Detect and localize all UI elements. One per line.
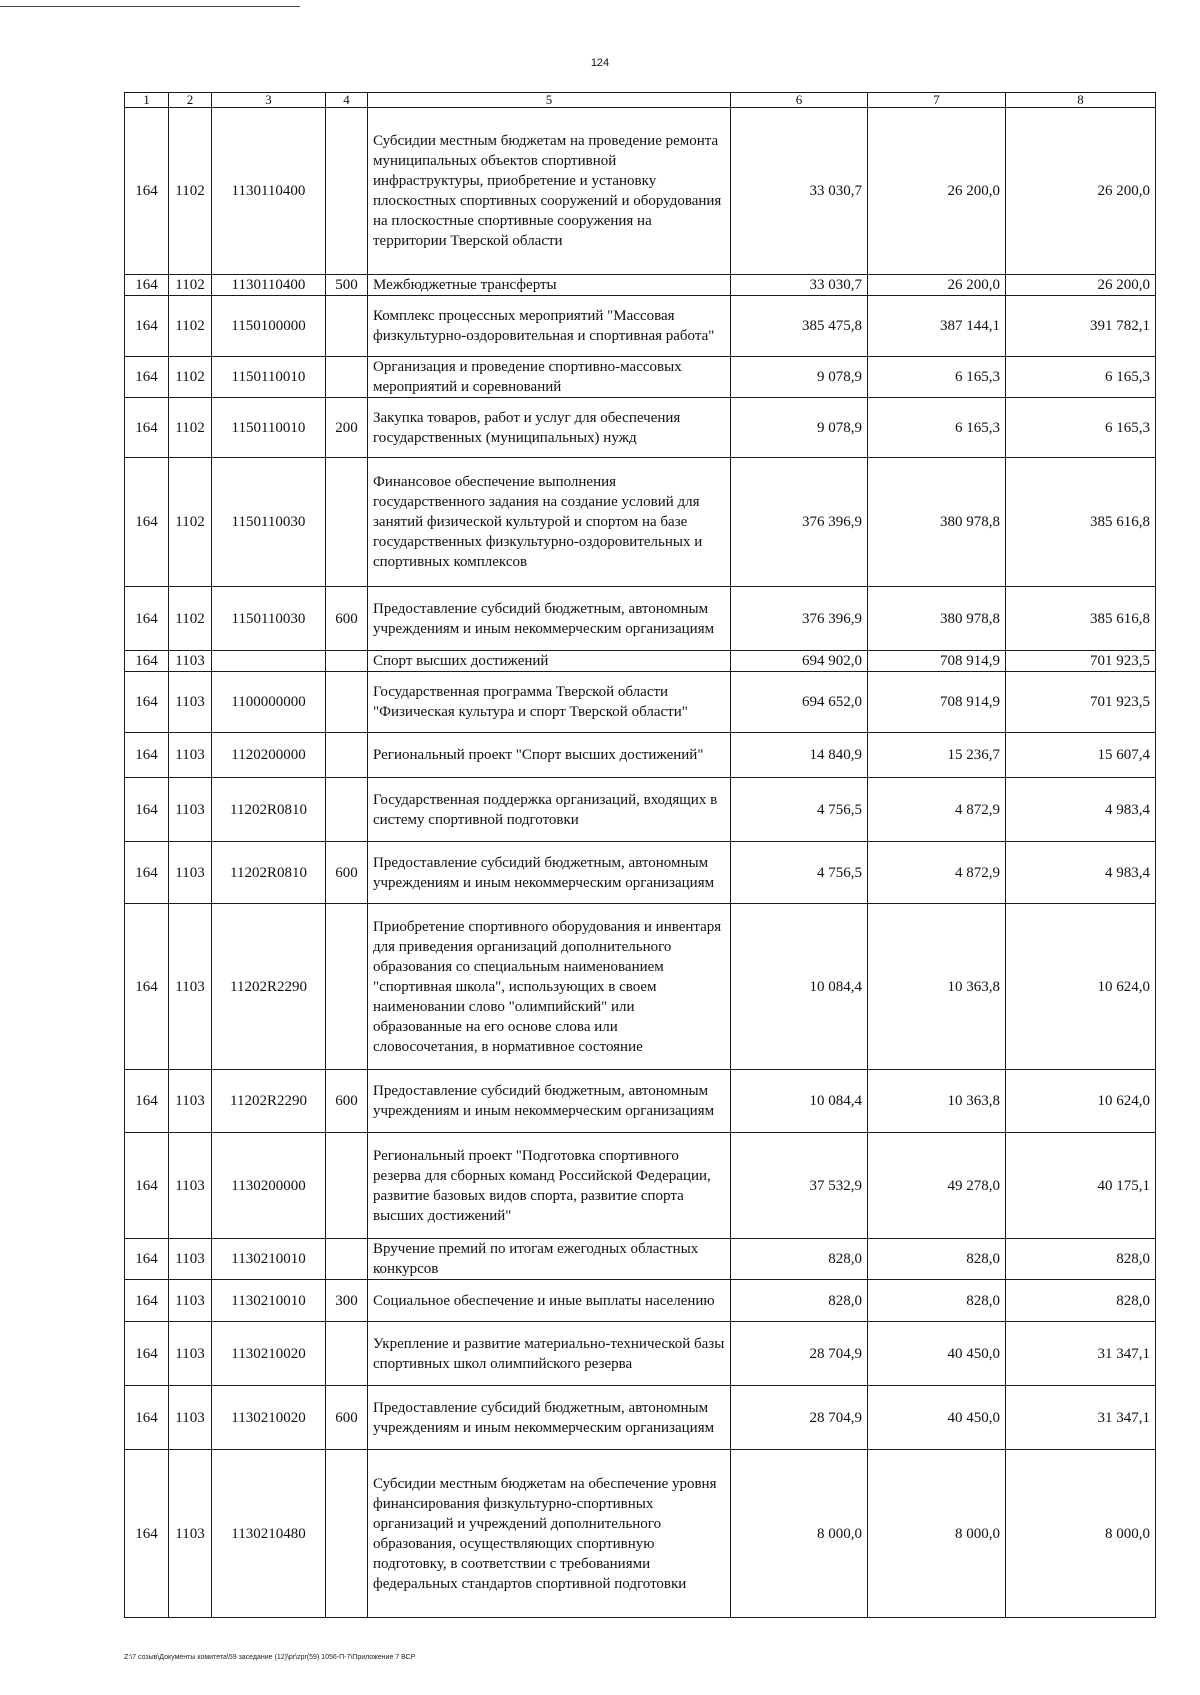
cell-amount-year2: 708 914,9 <box>868 651 1006 672</box>
cell-expense-type <box>326 357 368 398</box>
cell-expense-type: 600 <box>326 587 368 651</box>
cell-expense-type <box>326 1450 368 1618</box>
cell-amount-year2: 10 363,8 <box>868 1070 1006 1133</box>
cell-expense-type <box>326 651 368 672</box>
cell-target-article: 1130200000 <box>212 1133 326 1239</box>
cell-amount-year1: 28 704,9 <box>731 1386 868 1450</box>
cell-amount-year2: 828,0 <box>868 1280 1006 1322</box>
cell-expense-type: 300 <box>326 1280 368 1322</box>
cell-admin-code: 164 <box>125 458 169 587</box>
cell-admin-code: 164 <box>125 275 169 296</box>
cell-amount-year3: 4 983,4 <box>1006 842 1156 904</box>
cell-section-code: 1103 <box>169 1450 212 1618</box>
cell-amount-year3: 385 616,8 <box>1006 458 1156 587</box>
cell-admin-code: 164 <box>125 1070 169 1133</box>
cell-admin-code: 164 <box>125 1322 169 1386</box>
cell-description: Закупка товаров, работ и услуг для обеспечения государственных (муниципальных) нужд <box>368 398 731 458</box>
cell-amount-year2: 49 278,0 <box>868 1133 1006 1239</box>
page-number: 124 <box>590 57 610 69</box>
cell-description: Предоставление субсидий бюджетным, автономным учреждениям и иным некоммерческим организациям <box>368 1386 731 1450</box>
cell-admin-code: 164 <box>125 733 169 778</box>
cell-amount-year3: 828,0 <box>1006 1280 1156 1322</box>
cell-amount-year3: 8 000,0 <box>1006 1450 1156 1618</box>
cell-amount-year2: 387 144,1 <box>868 296 1006 357</box>
cell-expense-type <box>326 904 368 1070</box>
cell-amount-year2: 380 978,8 <box>868 458 1006 587</box>
cell-amount-year3: 828,0 <box>1006 1239 1156 1280</box>
cell-target-article: 1130210010 <box>212 1239 326 1280</box>
cell-amount-year3: 15 607,4 <box>1006 733 1156 778</box>
cell-admin-code: 164 <box>125 1239 169 1280</box>
cell-amount-year1: 33 030,7 <box>731 275 868 296</box>
cell-amount-year2: 828,0 <box>868 1239 1006 1280</box>
table-row <box>125 1133 1156 1239</box>
cell-amount-year2: 6 165,3 <box>868 398 1006 458</box>
cell-amount-year2: 26 200,0 <box>868 108 1006 275</box>
cell-amount-year2: 8 000,0 <box>868 1450 1006 1618</box>
cell-expense-type <box>326 458 368 587</box>
cell-description: Государственная программа Тверской области "Физическая культура и спорт Тверской области" <box>368 672 731 733</box>
cell-amount-year1: 385 475,8 <box>731 296 868 357</box>
cell-section-code: 1102 <box>169 587 212 651</box>
cell-expense-type <box>326 1322 368 1386</box>
cell-description: Предоставление субсидий бюджетным, автономным учреждениям и иным некоммерческим организациям <box>368 587 731 651</box>
cell-amount-year3: 26 200,0 <box>1006 275 1156 296</box>
cell-admin-code: 164 <box>125 672 169 733</box>
header-cell: 4 <box>326 93 368 108</box>
table-row <box>125 1239 1156 1280</box>
table-row <box>125 398 1156 458</box>
cell-admin-code: 164 <box>125 778 169 842</box>
cell-admin-code: 164 <box>125 587 169 651</box>
cell-target-article: 1150100000 <box>212 296 326 357</box>
cell-amount-year3: 701 923,5 <box>1006 672 1156 733</box>
cell-amount-year1: 33 030,7 <box>731 108 868 275</box>
cell-expense-type: 200 <box>326 398 368 458</box>
cell-expense-type <box>326 672 368 733</box>
cell-amount-year1: 37 532,9 <box>731 1133 868 1239</box>
cell-amount-year3: 10 624,0 <box>1006 904 1156 1070</box>
cell-section-code: 1103 <box>169 842 212 904</box>
cell-description: Спорт высших достижений <box>368 651 731 672</box>
cell-amount-year2: 708 914,9 <box>868 672 1006 733</box>
footer-file-path: Z:\7 созыв\Документы комитета\59 заседание (12)\pr\zpr(59) 1056-П-7\Приложение 7 ВСР <box>124 1654 416 1661</box>
cell-admin-code: 164 <box>125 1450 169 1618</box>
cell-admin-code: 164 <box>125 1280 169 1322</box>
budget-table <box>124 92 1156 1618</box>
cell-description: Межбюджетные трансферты <box>368 275 731 296</box>
cell-amount-year3: 4 983,4 <box>1006 778 1156 842</box>
cell-admin-code: 164 <box>125 842 169 904</box>
cell-amount-year1: 4 756,5 <box>731 778 868 842</box>
cell-amount-year1: 828,0 <box>731 1280 868 1322</box>
cell-section-code: 1102 <box>169 398 212 458</box>
cell-amount-year1: 694 902,0 <box>731 651 868 672</box>
cell-expense-type <box>326 1239 368 1280</box>
header-row <box>125 93 1156 108</box>
cell-amount-year1: 9 078,9 <box>731 398 868 458</box>
cell-description: Вручение премий по итогам ежегодных областных конкурсов <box>368 1239 731 1280</box>
cell-amount-year1: 14 840,9 <box>731 733 868 778</box>
cell-target-article: 1150110030 <box>212 458 326 587</box>
cell-amount-year3: 10 624,0 <box>1006 1070 1156 1133</box>
header-cell: 2 <box>169 93 212 108</box>
cell-target-article: 1130210010 <box>212 1280 326 1322</box>
table-row <box>125 296 1156 357</box>
cell-section-code: 1103 <box>169 1239 212 1280</box>
cell-amount-year1: 376 396,9 <box>731 458 868 587</box>
cell-amount-year2: 26 200,0 <box>868 275 1006 296</box>
cell-section-code: 1102 <box>169 296 212 357</box>
cell-target-article: 1120200000 <box>212 733 326 778</box>
cell-expense-type: 600 <box>326 842 368 904</box>
cell-amount-year3: 31 347,1 <box>1006 1322 1156 1386</box>
cell-section-code: 1103 <box>169 651 212 672</box>
cell-amount-year3: 6 165,3 <box>1006 357 1156 398</box>
cell-description: Предоставление субсидий бюджетным, автономным учреждениям и иным некоммерческим организациям <box>368 842 731 904</box>
table-row <box>125 1386 1156 1450</box>
cell-description: Региональный проект "Спорт высших достижений" <box>368 733 731 778</box>
cell-section-code: 1103 <box>169 1133 212 1239</box>
header-cell: 3 <box>212 93 326 108</box>
cell-admin-code: 164 <box>125 296 169 357</box>
cell-amount-year3: 31 347,1 <box>1006 1386 1156 1450</box>
cell-amount-year3: 6 165,3 <box>1006 398 1156 458</box>
cell-amount-year1: 10 084,4 <box>731 904 868 1070</box>
header-cell: 6 <box>731 93 868 108</box>
cell-target-article: 1130210480 <box>212 1450 326 1618</box>
cell-admin-code: 164 <box>125 1386 169 1450</box>
cell-amount-year3: 391 782,1 <box>1006 296 1156 357</box>
cell-amount-year1: 694 652,0 <box>731 672 868 733</box>
cell-expense-type <box>326 778 368 842</box>
cell-description: Укрепление и развитие материально-технической базы спортивных школ олимпийского резерва <box>368 1322 731 1386</box>
cell-amount-year3: 701 923,5 <box>1006 651 1156 672</box>
cell-description: Приобретение спортивного оборудования и инвентаря для приведения организаций дополнительного образования со специальным наименованием "спортивная школа", использующих в своем наименовании слово "олимпийский" или образованные на его основе слова или словосочетания, в нормативное состояние <box>368 904 731 1070</box>
cell-description: Региональный проект "Подготовка спортивного резерва для сборных команд Российской Федерации, развитие базовых видов спорта, развитие спорта высших достижений" <box>368 1133 731 1239</box>
cell-section-code: 1103 <box>169 1280 212 1322</box>
cell-section-code: 1102 <box>169 275 212 296</box>
cell-expense-type <box>326 1133 368 1239</box>
cell-amount-year1: 9 078,9 <box>731 357 868 398</box>
cell-admin-code: 164 <box>125 398 169 458</box>
cell-description: Предоставление субсидий бюджетным, автономным учреждениям и иным некоммерческим организациям <box>368 1070 731 1133</box>
cell-target-article: 1130210020 <box>212 1322 326 1386</box>
table-row <box>125 651 1156 672</box>
cell-target-article: 1130110400 <box>212 108 326 275</box>
cell-section-code: 1103 <box>169 1070 212 1133</box>
cell-amount-year2: 380 978,8 <box>868 587 1006 651</box>
cell-admin-code: 164 <box>125 108 169 275</box>
cell-amount-year2: 40 450,0 <box>868 1386 1006 1450</box>
cell-amount-year2: 4 872,9 <box>868 842 1006 904</box>
table-row <box>125 842 1156 904</box>
cell-section-code: 1103 <box>169 1322 212 1386</box>
header-cell: 1 <box>125 93 169 108</box>
cell-admin-code: 164 <box>125 904 169 1070</box>
cell-description: Организация и проведение спортивно-массовых мероприятий и соревнований <box>368 357 731 398</box>
cell-amount-year2: 6 165,3 <box>868 357 1006 398</box>
cell-target-article: 11202R0810 <box>212 778 326 842</box>
cell-amount-year3: 26 200,0 <box>1006 108 1156 275</box>
cell-target-article: 11202R2290 <box>212 904 326 1070</box>
header-cell: 5 <box>368 93 731 108</box>
table-row <box>125 1322 1156 1386</box>
cell-section-code: 1102 <box>169 357 212 398</box>
cell-target-article: 1130110400 <box>212 275 326 296</box>
cell-amount-year2: 4 872,9 <box>868 778 1006 842</box>
cell-description: Государственная поддержка организаций, входящих в систему спортивной подготовки <box>368 778 731 842</box>
cell-expense-type <box>326 733 368 778</box>
cell-amount-year1: 8 000,0 <box>731 1450 868 1618</box>
cell-amount-year1: 28 704,9 <box>731 1322 868 1386</box>
cell-target-article: 1150110010 <box>212 398 326 458</box>
cell-amount-year2: 40 450,0 <box>868 1322 1006 1386</box>
table-row <box>125 1450 1156 1618</box>
cell-section-code: 1103 <box>169 904 212 1070</box>
top-rule <box>0 6 300 7</box>
header-cell: 7 <box>868 93 1006 108</box>
cell-expense-type: 600 <box>326 1070 368 1133</box>
table-row <box>125 1280 1156 1322</box>
cell-target-article: 1130210020 <box>212 1386 326 1450</box>
header-cell: 8 <box>1006 93 1156 108</box>
cell-description: Финансовое обеспечение выполнения государственного задания на создание условий для занятий физической культурой и спортом на базе государственных физкультурно-оздоровительных и спортивных комплексов <box>368 458 731 587</box>
cell-amount-year1: 376 396,9 <box>731 587 868 651</box>
cell-expense-type: 600 <box>326 1386 368 1450</box>
cell-description: Субсидии местным бюджетам на обеспечение уровня финансирования физкультурно-спортивных организаций и учреждений дополнительного образования, осуществляющих спортивную подготовку, в соответствии с требованиями федеральных стандартов спортивной подготовки <box>368 1450 731 1618</box>
cell-section-code: 1103 <box>169 733 212 778</box>
cell-expense-type: 500 <box>326 275 368 296</box>
cell-admin-code: 164 <box>125 651 169 672</box>
table-row <box>125 458 1156 587</box>
cell-target-article: 1150110010 <box>212 357 326 398</box>
cell-target-article: 11202R2290 <box>212 1070 326 1133</box>
table-row <box>125 733 1156 778</box>
cell-amount-year1: 10 084,4 <box>731 1070 868 1133</box>
table-row <box>125 778 1156 842</box>
cell-section-code: 1102 <box>169 458 212 587</box>
cell-description: Комплекс процессных мероприятий "Массовая физкультурно-оздоровительная и спортивная работа" <box>368 296 731 357</box>
table-row <box>125 275 1156 296</box>
cell-admin-code: 164 <box>125 357 169 398</box>
table-row <box>125 108 1156 275</box>
cell-expense-type <box>326 296 368 357</box>
cell-expense-type <box>326 108 368 275</box>
cell-amount-year3: 40 175,1 <box>1006 1133 1156 1239</box>
cell-target-article: 11202R0810 <box>212 842 326 904</box>
cell-admin-code: 164 <box>125 1133 169 1239</box>
cell-section-code: 1103 <box>169 1386 212 1450</box>
cell-section-code: 1103 <box>169 672 212 733</box>
table-row <box>125 357 1156 398</box>
cell-section-code: 1103 <box>169 778 212 842</box>
cell-amount-year3: 385 616,8 <box>1006 587 1156 651</box>
table-row <box>125 1070 1156 1133</box>
cell-target-article: 1150110030 <box>212 587 326 651</box>
cell-target-article: 1100000000 <box>212 672 326 733</box>
table-row <box>125 672 1156 733</box>
cell-amount-year1: 828,0 <box>731 1239 868 1280</box>
cell-amount-year1: 4 756,5 <box>731 842 868 904</box>
table-row <box>125 587 1156 651</box>
table-row <box>125 904 1156 1070</box>
cell-target-article <box>212 651 326 672</box>
cell-section-code: 1102 <box>169 108 212 275</box>
cell-description: Субсидии местным бюджетам на проведение ремонта муниципальных объектов спортивной инфраструктуры, приобретение и установку плоскостных спортивных сооружений и оборудования на плоскостные спортивные сооружения на территории Тверской области <box>368 108 731 275</box>
cell-amount-year2: 15 236,7 <box>868 733 1006 778</box>
cell-description: Социальное обеспечение и иные выплаты населению <box>368 1280 731 1322</box>
cell-amount-year2: 10 363,8 <box>868 904 1006 1070</box>
